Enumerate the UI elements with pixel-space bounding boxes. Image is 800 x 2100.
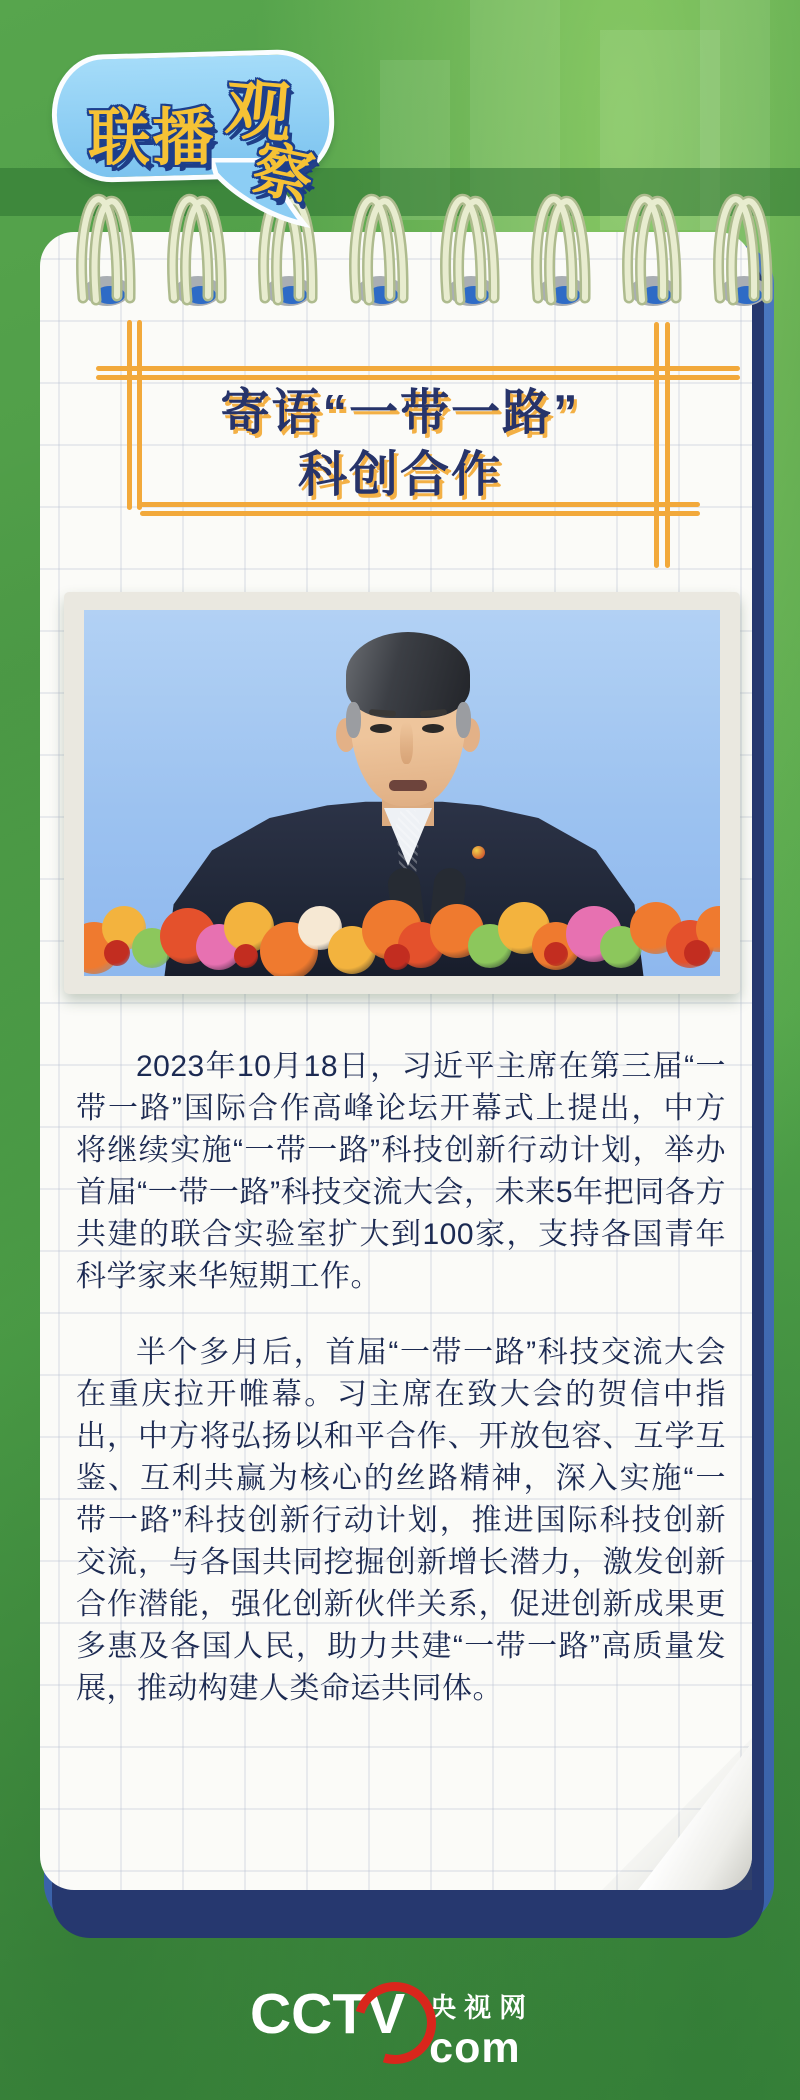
speaker-hair-temple — [456, 702, 471, 738]
flower-icon — [104, 940, 130, 966]
site-name-block — [429, 1986, 534, 2078]
speaker-hair — [346, 632, 470, 718]
speaker-photo — [84, 610, 720, 976]
speaker-eye — [422, 724, 444, 733]
page-title-line2: 科创合作 — [297, 448, 502, 502]
site-name-cn: 央视网 — [429, 1993, 535, 2023]
speaker-hair-temple — [346, 702, 361, 738]
title-frame-line — [96, 375, 740, 380]
cctv-logo — [250, 1982, 580, 2078]
flower-bed — [84, 888, 720, 976]
speaker-eye — [370, 724, 392, 733]
page-curl — [602, 1738, 752, 1890]
speaker-mouth — [389, 780, 427, 791]
paragraph: 半个多月后，首届“一带一路”科技交流大会在重庆拉开帷幕。习主席在致大会的贺信中指出，中方将弘扬以和平合作、开放包容、互学互鉴、互利共赢为核心的丝路精神，深入实施“一带一路”科技创新行动计划，推进国际科技创新交流，与各国共同挖掘创新增长潜力，激发创新合作潜能，强化创新伙伴关系，促进创新成果更多惠及各国人民，助力共建“一带一路”高质量发展，推动构建人类命运共同体。 — [76, 1336, 726, 1705]
article-body — [76, 1046, 726, 1710]
cctv-wordmark-wrap — [250, 1982, 406, 2078]
lapel-badge — [472, 846, 485, 859]
photo-frame — [64, 592, 740, 994]
paragraph: 2023年10月18日，习近平主席在第三届“一带一路”国际合作高峰论坛开幕式上提出，中方将继续实施“一带一路”科技创新行动计划，举办首届“一带一路”科技交流大会，未来5年把同各方共建的联合实验室扩大到100家，支持各国青年科学家来华短期工作。 — [76, 1050, 726, 1293]
flower-icon — [684, 940, 710, 966]
program-logo-text: 察 — [246, 134, 320, 213]
flower-icon — [384, 944, 410, 970]
page-title-line1: 寄语“一带一路” — [220, 386, 580, 440]
site-domain: com — [429, 2024, 521, 2072]
program-logo-text: 联播 — [88, 104, 217, 173]
page-title — [110, 382, 690, 506]
speaker-nose — [400, 722, 413, 764]
flower-icon — [234, 944, 258, 968]
cctv-wordmark: CCTV — [250, 1982, 406, 2046]
title-frame-line — [96, 366, 740, 371]
program-logo-text: 观 — [222, 71, 295, 151]
flower-icon — [544, 942, 568, 966]
title-frame-line — [140, 511, 700, 516]
